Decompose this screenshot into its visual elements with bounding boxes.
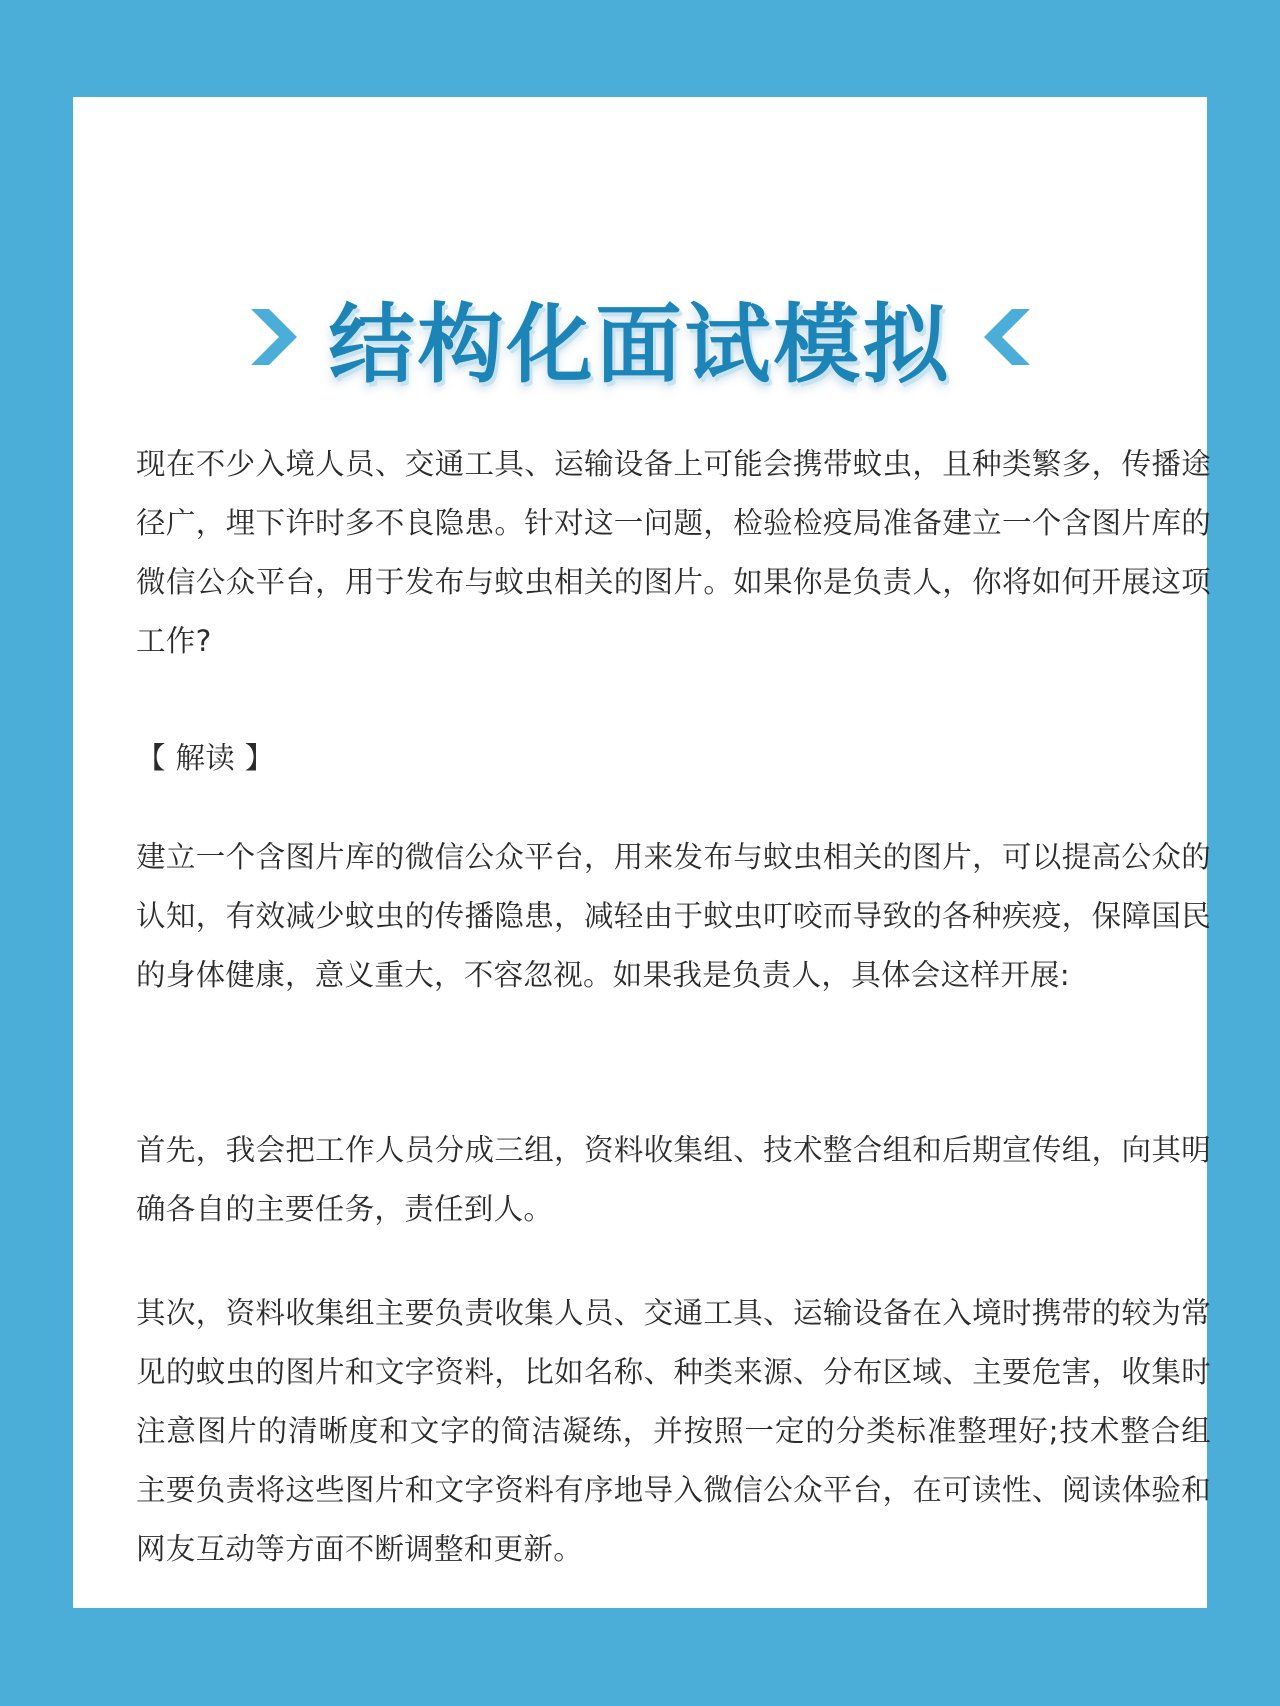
first-step-paragraph: 首先，我会把工作人员分成三组，资料收集组、技术整合组和后期宣传组，向其明确各自的主要任务，责任到人。 — [136, 1133, 1211, 1226]
reading-paragraph: 建立一个含图片库的微信公众平台，用来发布与蚊虫相关的图片，可以提高公众的认知，有效减少蚊虫的传播隐患，减轻由于蚊虫叮咬而导致的各种疾疫，保障国民的身体健康，意义重大，不容忽视。如果我是负责人，具体会这样开展: — [136, 840, 1211, 992]
section-heading: 【 解读 】 — [136, 741, 275, 775]
question-paragraph: 现在不少入境人员、交通工具、运输设备上可能会携带蚊虫，且种类繁多，传播途径广，埋下许时多不良隐患。针对这一问题，检验检疫局准备建立一个含图片库的微信公众平台，用于发布与蚊虫相关的图片。如果你是负责人，你将如何开展这项工作? — [136, 447, 1211, 658]
second-step-paragraph: 其次，资料收集组主要负责收集人员、交通工具、运输设备在入境时携带的较为常见的蚊虫的图片和文字资料，比如名称、种类来源、分布区域、主要危害，收集时注意图片的清晰度和文字的简洁凝练，并按照一定的分类标准整理好;技术整合组主要负责将这些图片和文字资料有序地导入微信公众平台，在可读性、阅读体验和网友互动等方面不断调整和更新。 — [136, 1296, 1211, 1566]
title-row — [73, 277, 1207, 397]
chevron-left-icon — [982, 307, 1034, 367]
chevron-right-icon — [247, 307, 299, 367]
page-title: 结构化面试模拟 — [328, 295, 952, 395]
content-card — [73, 97, 1211, 1608]
